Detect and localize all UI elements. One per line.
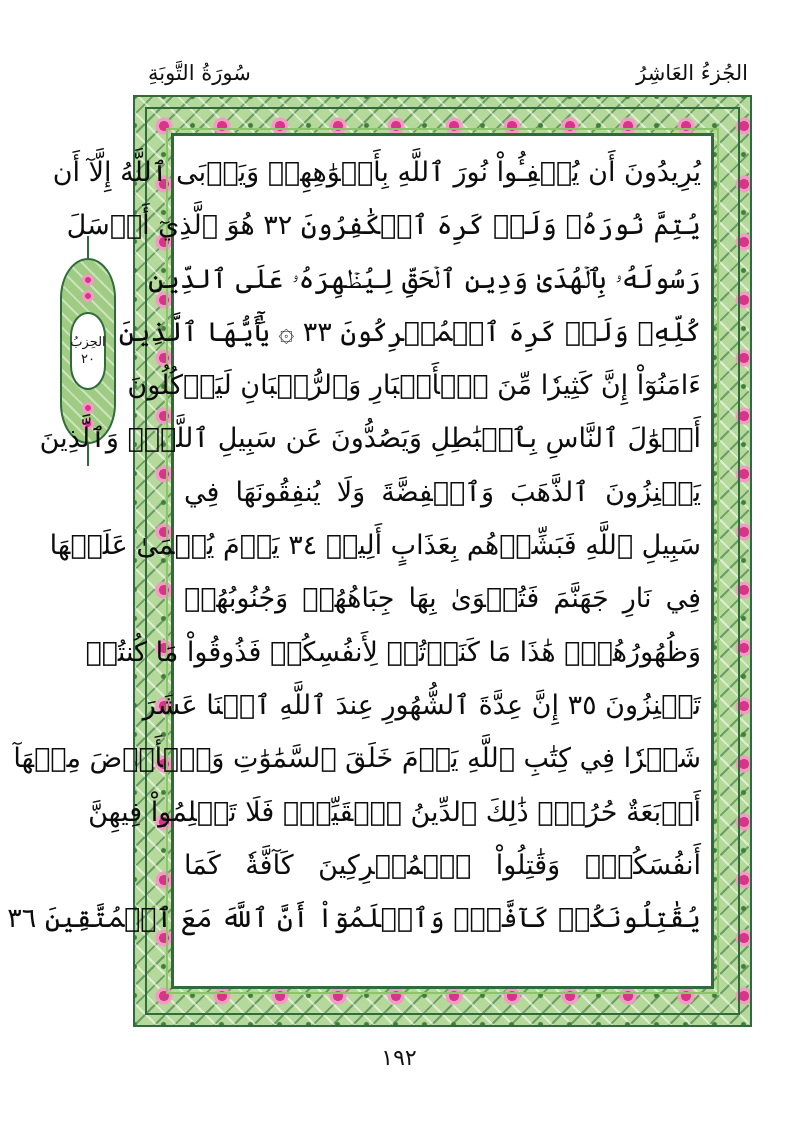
- text-line: يُتِمَّ نُورَهُۥ وَلَوۡ كَرِهَ ٱلۡكَٰفِرُونَ ٣٢ هُوَ ٱلَّذِيٓ أَرۡسَلَ: [66, 210, 701, 242]
- flower-icon: [82, 290, 94, 302]
- surah-title: سُورَةُ التَّوبَةِ: [148, 61, 251, 85]
- juz-title: الجُزءُ العَاشِرُ: [636, 61, 748, 85]
- text-line: رَسُولَهُۥ بِٱلۡهُدَىٰ وَدِينِ ٱلۡحَقِّ لِيُظۡهِرَهُۥ عَلَى ٱلدِّينِ: [148, 263, 701, 295]
- text-line: يُرِيدُونَ أَن يُطۡفِـُٔواْ نُورَ ٱللَّهِ بِأَفۡوَٰهِهِمۡ وَيَأۡبَى ٱللَّهُ إِلَّآ أَن: [52, 157, 701, 188]
- page-number: ١٩٢: [381, 1046, 417, 1071]
- text-line: شَهۡرٗا فِي كِتَٰبِ ٱللَّهِ يَوۡمَ خَلَقَ ٱلسَّمَٰوَٰتِ وَٱلۡأَرۡضَ مِنۡهَآ: [13, 743, 701, 775]
- hizb-label-box: [70, 312, 106, 390]
- text-line: سَبِيلِ ٱللَّهِ فَبَشِّرۡهُم بِعَذَابٍ أَلِيمٖ ٣٤ يَوۡمَ يُحۡمَىٰ عَلَيۡهَا: [49, 530, 701, 562]
- flower-icon: [82, 274, 94, 286]
- text-line: كُلِّهِۦ وَلَوۡ كَرِهَ ٱلۡمُشۡرِكُونَ ٣٣ ۞ يَٰٓأَيُّهَا ٱلَّذِينَ: [118, 316, 701, 348]
- text-line: يُقَٰتِلُونَكُمۡ كَآفَّةٗۚ وَٱعۡلَمُوٓاْ أَنَّ ٱللَّهَ مَعَ ٱلۡمُتَّقِينَ ٣٦: [7, 903, 701, 935]
- text-line: فِي نَارِ جَهَنَّمَ فَتُكۡوَىٰ بِهَا جِبَاهُهُمۡ وَجُنُوبُهُمۡ: [184, 583, 701, 615]
- text-line: أَمۡوَٰلَ ٱلنَّاسِ بِٱلۡبَٰطِلِ وَيَصُدُّونَ عَن سَبِيلِ ٱللَّهِۗ وَٱلَّذِينَ: [39, 423, 701, 455]
- hizb-label: الحِزبُ: [70, 335, 106, 350]
- text-line: وَظُهُورُهُمۡۖ هَٰذَا مَا كَنَزۡتُمۡ لِأَنفُسِكُمۡ فَذُوقُواْ مَا كُنتُمۡ: [85, 636, 701, 668]
- text-line: أَرۡبَعَةٌ حُرُمٞۚ ذَٰلِكَ ٱلدِّينُ ٱلۡقَيِّمُۚ فَلَا تَظۡلِمُواْ فِيهِنَّ: [88, 796, 701, 828]
- text-line: يَكۡنِزُونَ ٱلذَّهَبَ وَٱلۡفِضَّةَ وَلَا يُنفِقُونَهَا فِي: [184, 476, 701, 508]
- hizb-number: ٢٠: [81, 352, 95, 367]
- text-line: ءَامَنُوٓاْ إِنَّ كَثِيرٗا مِّنَ ٱلۡأَحۡبَارِ وَٱلرُّهۡبَانِ لَيَأۡكُلُونَ: [127, 370, 701, 402]
- text-line: أَنفُسَكُمۡۚ وَقَٰتِلُواْ ٱلۡمُشۡرِكِينَ كَآفَّةٗ كَمَا: [184, 849, 701, 881]
- text-line: تَكۡنِزُونَ ٣٥ إِنَّ عِدَّةَ ٱلشُّهُورِ عِندَ ٱللَّهِ ٱثۡنَا عَشَرَ: [142, 689, 701, 721]
